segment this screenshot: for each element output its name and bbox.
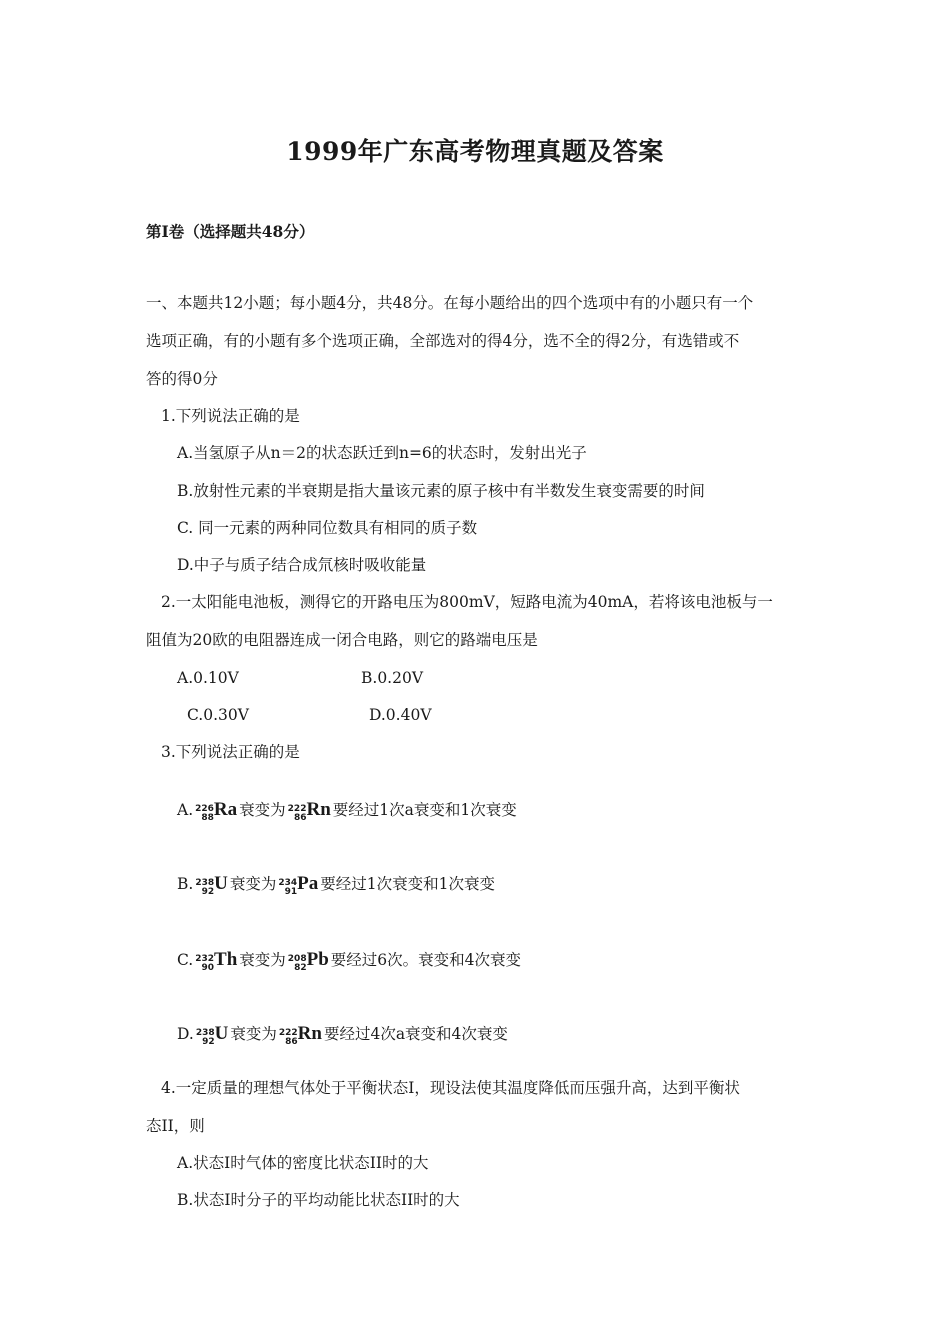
q3d-mid: 衰变为: [230, 1025, 277, 1043]
q2-option-c: C.0.30V: [187, 706, 249, 724]
nuclide-symbol: Pb: [306, 949, 329, 970]
q4-stem-line-2: 态II，则: [146, 1117, 205, 1135]
q3a-tail: 要经过1次a衰变和1次衰变: [332, 801, 517, 819]
q2-option-b: B.0.20V: [361, 669, 424, 687]
nuclide-symbol: Pa: [297, 873, 319, 894]
q1-option-d: D.中子与质子结合成氘核时吸收能量: [177, 556, 427, 574]
nuclide-z: 92: [202, 1037, 215, 1047]
q1-option-c: C. 同一元素的两种同位数具有相同的质子数: [177, 519, 478, 537]
nuclide-z: 86: [293, 813, 307, 823]
nuclide-z: 88: [201, 813, 214, 823]
nuclide-mass: 238: [195, 1028, 215, 1038]
q1-option-a: A.当氢原子从n＝2的状态跃迁到n=6的状态时，发射出光子: [177, 444, 587, 462]
nuclide-symbol: U: [214, 1023, 229, 1044]
nuclide-symbol: Ra: [213, 799, 238, 820]
q2-option-a: A.0.10V: [177, 669, 239, 687]
q3c-tail: 要经过6次。衰变和4次衰变: [330, 951, 522, 969]
q3-option-a: [177, 800, 517, 823]
nuclide-rn-222: [279, 1024, 322, 1047]
nuclide-z: 91: [284, 887, 298, 897]
q3d-tail: 要经过4次a衰变和4次衰变: [323, 1025, 508, 1043]
nuclide-u-238: [195, 874, 228, 897]
intro-line-1: 一、本题共12小题；每小题4分，共48分。在每小题给出的四个选项中有的小题只有一个: [146, 294, 754, 312]
page-title: 1999年广东高考物理真题及答案: [286, 137, 664, 166]
intro-line-3: 答的得0分: [146, 370, 218, 388]
q3-option-c: [177, 950, 521, 973]
nuclide-mass: 234: [278, 878, 298, 888]
nuclide-mass: 232: [195, 954, 215, 964]
nuclide-z: 86: [285, 1037, 298, 1047]
intro-line-2: 选项正确，有的小题有多个选项正确，全部选对的得4分，选不全的得2分，有选错或不: [146, 332, 740, 350]
q3-option-b: [177, 874, 495, 897]
nuclide-mass: 238: [195, 878, 215, 888]
q3-option-d: [177, 1024, 508, 1047]
q4-option-a: A.状态I时气体的密度比状态II时的大: [177, 1154, 429, 1172]
nuclide-th-232: [195, 950, 237, 973]
nuclide-ra-226: [195, 800, 237, 823]
nuclide-u-238: [196, 1024, 229, 1047]
q4-option-b: B.状态I时分子的平均动能比状态II时的大: [177, 1191, 460, 1209]
q3b-label: B.: [177, 875, 194, 893]
nuclide-symbol: Rn: [306, 799, 331, 820]
q1-stem: 1.下列说法正确的是: [161, 407, 300, 425]
nuclide-pb-208: [288, 950, 329, 973]
q4-stem-line-1: 4.一定质量的理想气体处于平衡状态I，现设法使其温度降低而压强升高，达到平衡状: [161, 1079, 740, 1097]
q3a-label: A.: [177, 801, 194, 819]
q2-stem-line-2: 阻值为20欧的电阻器连成一闭合电路，则它的路端电压是: [146, 631, 538, 649]
q2-stem-line-1: 2.一太阳能电池板，测得它的开路电压为800mV，短路电流为40mA，若将该电池板与一: [161, 593, 773, 611]
nuclide-symbol: U: [214, 873, 228, 894]
q3b-tail: 要经过1次衰变和1次衰变: [320, 875, 496, 893]
nuclide-z: 92: [201, 887, 215, 897]
q3c-mid: 衰变为: [239, 951, 286, 969]
nuclide-mass: 222: [278, 1028, 298, 1038]
nuclide-mass: 226: [195, 804, 214, 814]
q3a-mid: 衰变为: [239, 801, 286, 819]
nuclide-symbol: Th: [214, 949, 238, 970]
q2-option-d: D.0.40V: [369, 706, 432, 724]
q3d-label: D.: [177, 1025, 194, 1043]
q3b-mid: 衰变为: [229, 875, 277, 893]
nuclide-z: 90: [201, 963, 215, 973]
q3-stem: 3.下列说法正确的是: [161, 743, 300, 761]
section-heading: 第I卷（选择题共48分）: [146, 222, 315, 241]
nuclide-mass: 208: [287, 954, 307, 964]
nuclide-pa-234: [278, 874, 318, 897]
q1-option-b: B.放射性元素的半衰期是指大量该元素的原子核中有半数发生衰变需要的时间: [177, 482, 705, 500]
nuclide-z: 82: [294, 963, 307, 973]
nuclide-symbol: Rn: [297, 1023, 322, 1044]
nuclide-rn-222: [288, 800, 331, 823]
q3c-label: C.: [177, 951, 194, 969]
nuclide-mass: 222: [287, 804, 307, 814]
